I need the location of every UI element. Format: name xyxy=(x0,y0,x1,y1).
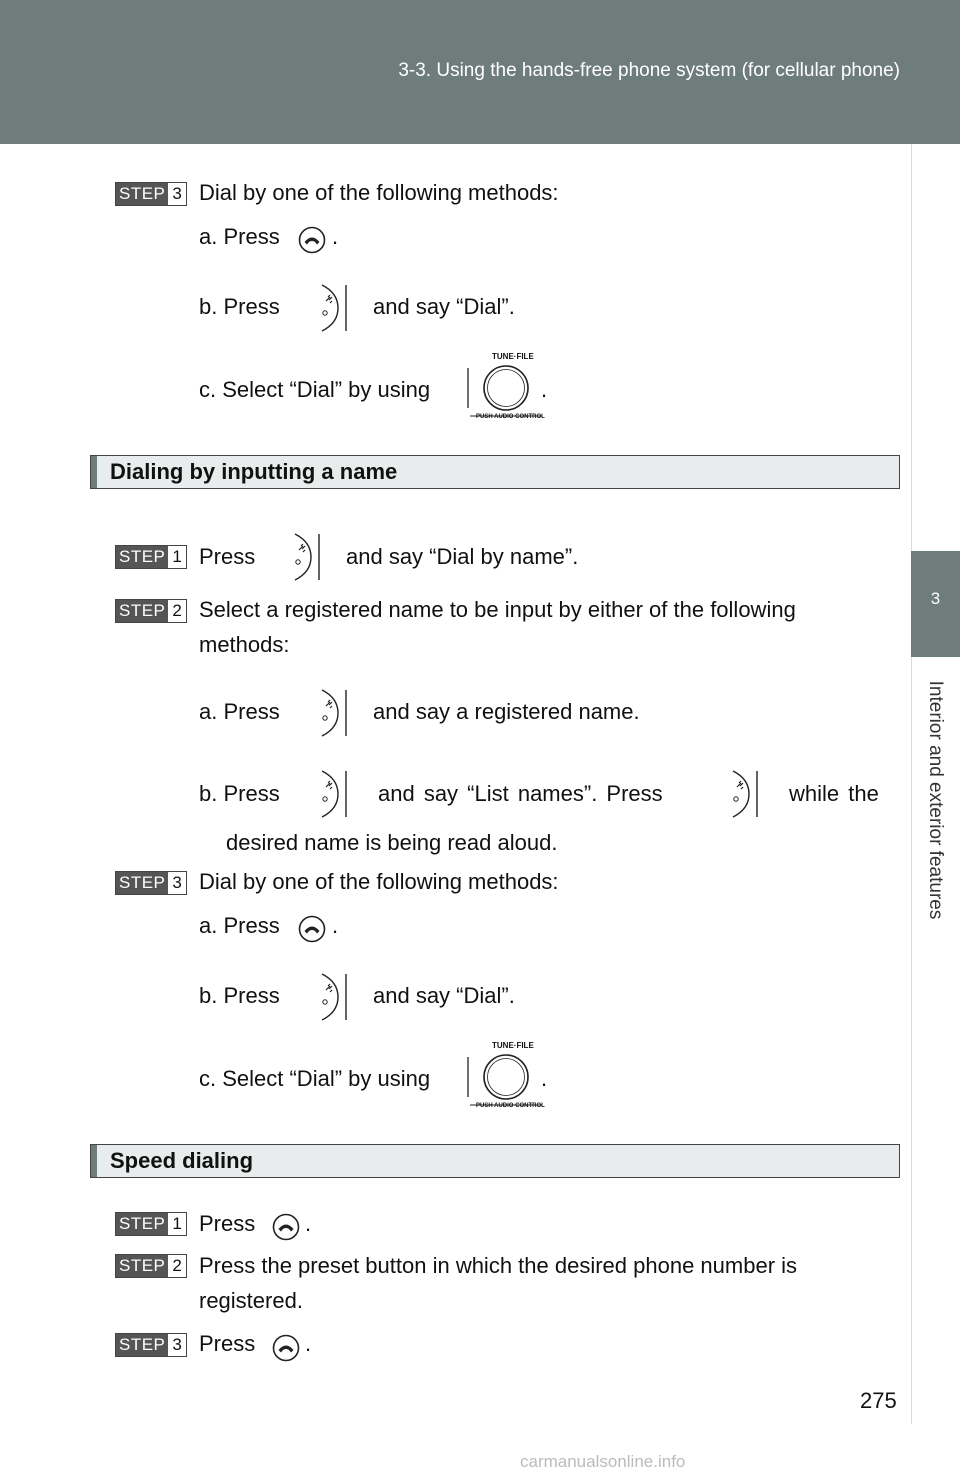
footer-watermark: carmanualsonline.info xyxy=(520,1452,686,1471)
step-text: Press xyxy=(199,544,256,569)
method-b-mid: and say “List names”. Press xyxy=(378,781,663,806)
talk-switch-icon xyxy=(312,972,352,1022)
chapter-title: Interior and exterior features xyxy=(925,680,946,920)
method-b-end: while the xyxy=(789,781,879,806)
step-text-end: and say “Dial by name”. xyxy=(346,544,579,569)
chapter-tab xyxy=(911,551,960,657)
method-a-text: a. Press xyxy=(199,913,280,938)
chapter-number: 3 xyxy=(930,589,941,608)
step-badge: STEP 1 xyxy=(115,545,187,569)
step-text: Press xyxy=(199,1211,256,1236)
method-b-line2: desired name is being read aloud. xyxy=(226,830,558,855)
method-b-text: b. Press xyxy=(199,294,280,319)
step-text-end: . xyxy=(305,1211,312,1236)
method-c-end: . xyxy=(541,1066,548,1091)
step-badge: STEP 1 xyxy=(115,1212,187,1236)
step-text-line2: methods: xyxy=(199,632,290,657)
method-a-end: and say a registered name. xyxy=(373,699,640,724)
header-title: 3-3. Using the hands-free phone system (for cellular phone) xyxy=(398,60,900,81)
knob-label-top: TUNE·FILE xyxy=(492,352,534,361)
step-text-end: . xyxy=(305,1331,312,1356)
method-b-text: b. Press xyxy=(199,781,280,806)
knob-label-top: TUNE·FILE xyxy=(492,1041,534,1050)
method-c-text: c. Select “Dial” by using xyxy=(199,377,431,402)
talk-switch-icon xyxy=(312,688,352,738)
phone-handset-icon xyxy=(298,226,326,254)
method-c-end: . xyxy=(541,377,548,402)
method-b-end: and say “Dial”. xyxy=(373,983,515,1008)
step-text: Press the preset button in which the desired phone number is xyxy=(199,1253,798,1278)
section-title-dialing-by-name: Dialing by inputting a name xyxy=(90,455,900,489)
page-header xyxy=(0,0,960,144)
step-text-line2: registered. xyxy=(199,1288,303,1313)
step-text: Select a registered name to be input by either of the following xyxy=(199,597,796,622)
step-text: Press xyxy=(199,1331,256,1356)
tune-file-knob-icon xyxy=(462,1041,545,1113)
method-a-text: a. Press xyxy=(199,699,280,724)
talk-switch-icon xyxy=(312,283,352,333)
talk-switch-icon xyxy=(312,769,352,819)
page-number: 275 xyxy=(860,1388,897,1413)
method-a-end: . xyxy=(332,913,339,938)
phone-handset-icon xyxy=(272,1213,300,1241)
phone-handset-icon xyxy=(272,1334,300,1362)
talk-switch-icon xyxy=(285,532,325,582)
knob-label-bottom: PUSH AUDIO CONTROL xyxy=(476,1103,545,1109)
method-c-text: c. Select “Dial” by using xyxy=(199,1066,431,1091)
tune-file-knob-icon xyxy=(462,352,545,424)
talk-switch-icon xyxy=(723,769,763,819)
method-a-end: . xyxy=(332,224,339,249)
step-badge: STEP 2 xyxy=(115,1254,187,1278)
step-text: Dial by one of the following methods: xyxy=(199,180,559,205)
knob-label-bottom: PUSH AUDIO CONTROL xyxy=(476,414,545,420)
method-a-text: a. Press xyxy=(199,224,280,249)
method-b-end: and say “Dial”. xyxy=(373,294,515,319)
step-badge: STEP 2 xyxy=(115,599,187,623)
section-title-speed-dialing: Speed dialing xyxy=(90,1144,900,1178)
step-badge: STEP 3 xyxy=(115,1333,187,1357)
step-badge: STEP 3 xyxy=(115,871,187,895)
method-b-text: b. Press xyxy=(199,983,280,1008)
step-text: Dial by one of the following methods: xyxy=(199,869,559,894)
step-badge: STEP 3 xyxy=(115,182,187,206)
phone-handset-icon xyxy=(298,915,326,943)
